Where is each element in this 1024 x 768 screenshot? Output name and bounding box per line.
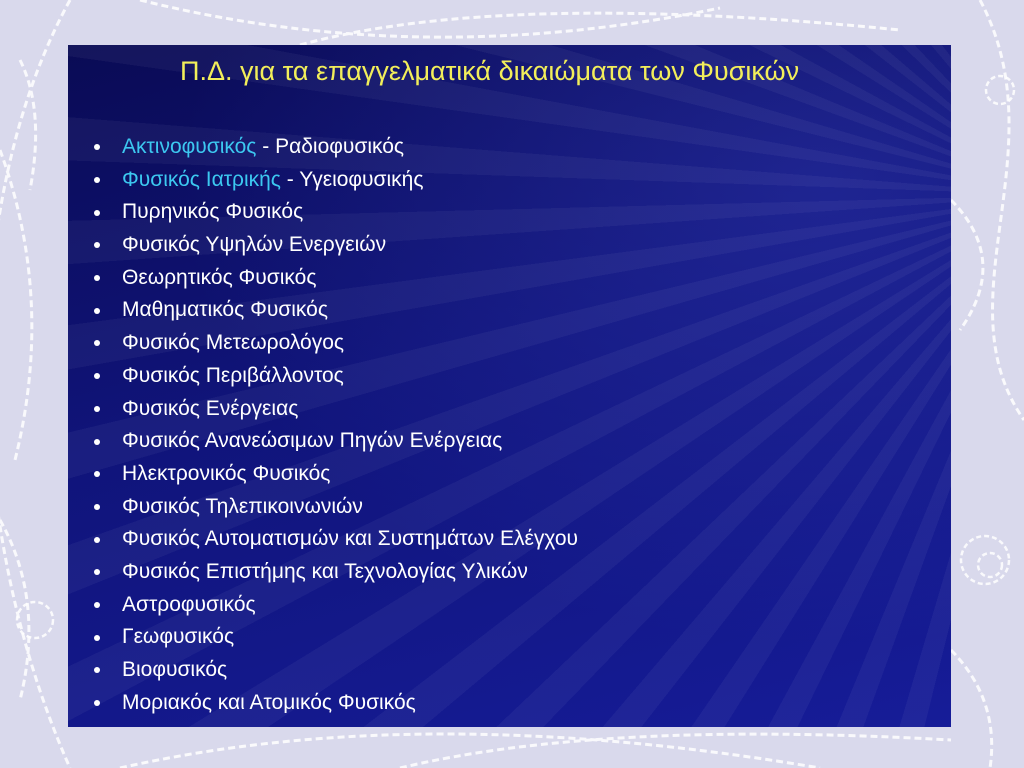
bullet-icon	[94, 177, 100, 183]
bullet-icon	[94, 210, 100, 216]
list-item-text: Φυσικός Υψηλών Ενεργειών	[122, 233, 387, 257]
bullet-icon	[94, 635, 100, 641]
list-item-text: Μαθηματικός Φυσικός	[122, 298, 328, 322]
bullet-icon	[94, 275, 100, 281]
list-item	[68, 491, 578, 524]
slide-title: Π.Δ. για τα επαγγελματικά δικαιώματα των Φυσικών	[180, 56, 800, 86]
list-item-text: Ηλεκτρονικός Φυσικός	[122, 461, 331, 485]
list-item	[68, 229, 578, 262]
list-item-text: Φυσικός Τηλεπικοινωνιών	[122, 494, 363, 518]
list-item	[68, 556, 578, 589]
list-item	[68, 131, 578, 164]
list-item-text: Αστροφυσικός	[122, 592, 256, 616]
list-item	[68, 523, 578, 556]
list-item	[68, 196, 578, 229]
bullet-icon	[94, 242, 100, 248]
bullet-icon	[94, 569, 100, 575]
bullet-icon	[94, 700, 100, 706]
list-item-text: Φυσικός Αυτοματισμών και Συστημάτων Ελέγχου	[122, 527, 578, 551]
list-item	[68, 654, 578, 687]
bullet-icon	[94, 308, 100, 314]
list-item-text: - Υγειοφυσικής	[280, 167, 424, 191]
bullet-icon	[94, 537, 100, 543]
bullet-icon	[94, 602, 100, 608]
list-item-text: Φυσικός Μετεωρολόγος	[122, 331, 345, 355]
bullet-icon	[94, 406, 100, 412]
list-item	[68, 262, 578, 295]
bullet-icon	[94, 667, 100, 673]
bullet-icon	[94, 340, 100, 346]
list-item	[68, 393, 578, 426]
list-item	[68, 621, 578, 654]
list-item-highlight: Ακτινοφυσικός	[122, 135, 257, 158]
physicist-specialties-list	[68, 131, 578, 719]
bullet-icon	[94, 144, 100, 150]
list-item-text: Μοριακός και Ατομικός Φυσικός	[122, 690, 416, 714]
list-item-highlight: Φυσικός Ιατρικής	[122, 167, 281, 191]
list-item	[68, 360, 578, 393]
list-item-text: Φυσικός Περιβάλλοντος	[122, 363, 344, 387]
bullet-icon	[94, 504, 100, 510]
bullet-icon	[94, 439, 100, 445]
list-item	[68, 687, 578, 720]
list-item	[68, 425, 578, 458]
bullet-icon	[94, 373, 100, 379]
list-item-text: Φυσικός Επιστήμης και Τεχνολογίας Υλικών	[122, 559, 528, 583]
bullet-icon	[94, 471, 100, 477]
list-item-text: Γεωφυσικός	[122, 625, 235, 649]
slide-panel	[68, 45, 951, 727]
list-item-text: Πυρηνικός Φυσικός	[122, 200, 304, 224]
list-item	[68, 327, 578, 360]
list-item	[68, 589, 578, 622]
list-item-text: - Ραδιοφυσικός	[256, 135, 405, 158]
list-item	[68, 294, 578, 327]
list-item	[68, 458, 578, 491]
list-item-text: Φυσικός Ανανεώσιμων Πηγών Ενέργειας	[122, 429, 503, 453]
list-item	[68, 164, 578, 197]
list-item-text: Βιοφυσικός	[122, 658, 228, 681]
list-item-text: Θεωρητικός Φυσικός	[122, 265, 317, 289]
list-item-text: Φυσικός Ενέργειας	[122, 396, 299, 420]
